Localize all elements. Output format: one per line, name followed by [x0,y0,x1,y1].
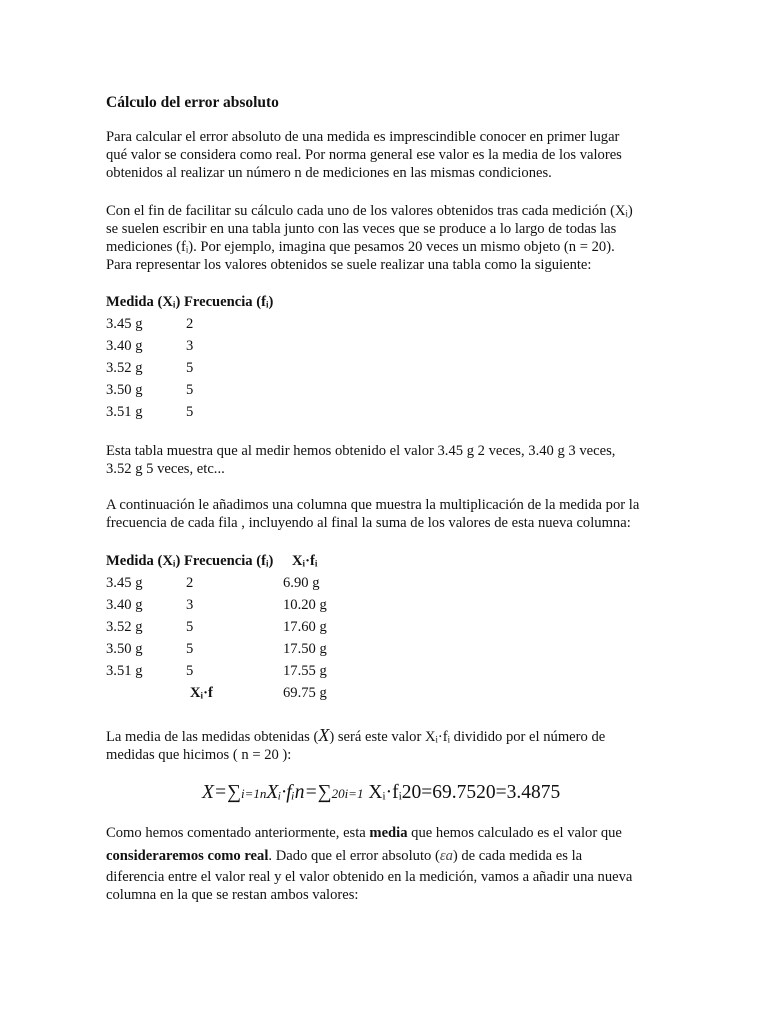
cell-medida: 3.50 g [106,641,143,657]
table-header-product: Xᵢ·fᵢ [292,553,318,569]
table-header [106,550,666,572]
text-line: 3.52 g 5 veces, etc... [106,461,225,477]
text-line: Con el fin de facilitar su cálculo cada uno de los valores obtenidos tras cada medición (Xᵢ) [106,203,633,219]
section-title: Cálculo del error absoluto [106,94,279,111]
table-header [106,291,666,313]
formula-part: X=∑ [202,782,241,803]
table-row [106,357,666,379]
table-header-label: Medida (Xᵢ) Frecuencia (fᵢ) [106,294,274,310]
cell-medida: 3.40 g [106,597,143,613]
cell-frecuencia: 3 [186,338,194,354]
cell-producto: 17.60 g [283,619,327,635]
mean-formula [202,780,560,807]
cell-medida: 3.51 g [106,404,143,420]
table-row [106,572,666,594]
table-row [106,616,666,638]
cell-frecuencia: 5 [186,404,194,420]
cell-medida: 3.52 g [106,619,143,635]
text-fragment: que hemos calculado es el valor que [407,825,622,841]
continuation-paragraph [106,496,666,532]
text-line: obtenidos al realizar un número n de mediciones en las mismas condiciones. [106,165,552,181]
table-sum-row [106,682,666,704]
cell-medida: 3.45 g [106,575,143,591]
table-row [106,313,666,335]
formula-part: Xᵢ·fᵢ20=69.7520=3.4875 [363,782,561,803]
cell-frecuencia: 2 [186,316,194,332]
cell-frecuencia: 5 [186,619,194,635]
text-line [106,823,666,844]
cell-medida: 3.40 g [106,338,143,354]
cell-frecuencia: 5 [186,663,194,679]
table-explanation-paragraph [106,442,666,478]
formula-part: Xᵢ·fᵢn=∑ [266,782,332,803]
intro-paragraph [106,128,666,182]
text-line: Para calcular el error absoluto de una medida es imprescindible conocer en primer lugar [106,129,620,145]
formula-subscript: 20i=1 [331,786,364,801]
product-table [106,550,666,704]
cell-medida: 3.52 g [106,360,143,376]
cell-producto: 17.50 g [283,641,327,657]
table-row [106,660,666,682]
mean-paragraph [106,726,666,764]
bold-term: consideraremos como real [106,848,269,864]
conclusion-paragraph [106,823,666,904]
table-row [106,335,666,357]
sum-value: 69.75 g [283,685,327,701]
cell-medida: 3.50 g [106,382,143,398]
text-line: A continuación le añadimos una columna que muestra la multiplicación de la medida por la [106,497,640,513]
table-row [106,379,666,401]
table-row [106,638,666,660]
text-fragment: . Dado que el error absoluto ( [268,848,440,864]
sum-label: Xᵢ·f [190,685,213,701]
cell-medida: 3.45 g [106,316,143,332]
text-line: medidas que hicimos ( n = 20 ): [106,747,292,763]
text-fragment: La media de las medidas obtenidas ( [106,729,319,745]
cell-producto: 10.20 g [283,597,327,613]
table-row [106,401,666,423]
cell-frecuencia: 5 [186,360,194,376]
error-symbol: εa [439,848,453,864]
text-fragment: ) de cada medida es la [452,848,583,864]
text-line: qué valor se considera como real. Por norma general ese valor es la media de los valores [106,147,622,163]
cell-medida: 3.51 g [106,663,143,679]
mean-symbol: X [318,725,330,745]
cell-producto: 6.90 g [283,575,320,591]
text-fragment: ) será este valor Xᵢ·fᵢ dividido por el número de [329,729,606,745]
text-line: Para representar los valores obtenidos se suele realizar una tabla como la siguiente: [106,257,592,273]
text-line [106,844,666,868]
text-line: mediciones (fᵢ). Por ejemplo, imagina que pesamos 20 veces un mismo objeto (n = 20). [106,239,615,255]
cell-frecuencia: 3 [186,597,194,613]
frequency-table [106,291,666,423]
text-line: Esta tabla muestra que al medir hemos obtenido el valor 3.45 g 2 veces, 3.40 g 3 veces, [106,443,616,459]
formula-subscript: i=1n [240,786,267,801]
bold-term: media [369,825,408,841]
text-line: columna en la que se restan ambos valores: [106,887,359,903]
table-header-label: Medida (Xᵢ) Frecuencia (fᵢ) [106,553,274,569]
text-line: diferencia entre el valor real y el valor obtenido en la medición, vamos a añadir una nueva [106,869,633,885]
text-fragment: Como hemos comentado anteriormente, esta [106,825,370,841]
cell-frecuencia: 5 [186,641,194,657]
description-paragraph [106,202,666,274]
text-line: frecuencia de cada fila , incluyendo al final la suma de los valores de esta nueva columna: [106,515,631,531]
text-line [106,726,666,746]
cell-frecuencia: 5 [186,382,194,398]
text-line: se suelen escribir en una tabla junto con las veces que se produce a lo largo de todas las [106,221,617,237]
cell-frecuencia: 2 [186,575,194,591]
cell-producto: 17.55 g [283,663,327,679]
table-row [106,594,666,616]
